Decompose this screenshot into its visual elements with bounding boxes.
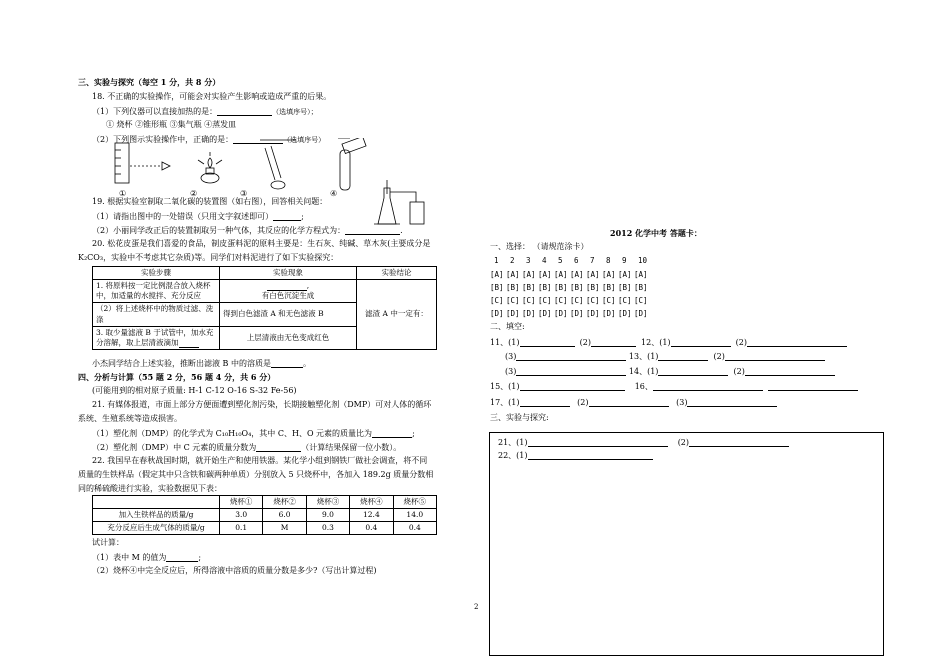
bubble-row-b[interactable]: [B] [B] [B] [B] [B] [B] [B] [B] [B] [B] (490, 283, 648, 292)
section-3-title: 三、实验与探究（每空 1 分，共 8 分） (78, 77, 221, 87)
bubble-row-c[interactable]: [C] [C] [C] [C] [C] [C] [C] [C] [C] [C] (490, 296, 648, 305)
answer-q21: 21、(1) (2) (498, 438, 789, 447)
table-header: 实验现象 (220, 267, 357, 280)
answer-blank (372, 429, 412, 438)
q22-line2: 质量的生铁样品（假定其中只含铁和碳两种单质）分别放入 5 只烧杯中，各加入 189.2g 质量分数相 (78, 470, 434, 479)
table-header: 实验结论 (357, 267, 437, 280)
q18-part1: （1）下列仪器可以直接加热的是： （选填序号）； (92, 107, 318, 116)
atomic-mass-note: (可能用到的相对原子质量: H-1 C-12 O-16 S-32 Fe-56) (92, 386, 297, 395)
section-4-title: 四、分析与计算（55 题 2 分，56 题 4 分，共 6 分） (78, 372, 276, 382)
bubble-row-a[interactable]: [A] [A] [A] [A] [A] [A] [A] [A] [A] [A] (490, 270, 648, 279)
answer-blank[interactable] (528, 451, 653, 460)
q20-line1: 20. 松花皮蛋是我们喜爱的食品，制皮蛋料泥的原料主要是：生石灰、纯碱、草木灰(主要成分是 (92, 239, 431, 248)
table-row: 3. 取少量滤液 B 于试管中，加水充分溶解，取上层清液滴加 上层清液由无色变成红色 (93, 326, 437, 349)
fig-label-2: ② (190, 189, 198, 198)
answer-blank (217, 107, 272, 116)
q18-part2: （2）下列图示实验操作中，正确的是： （选填序号） (92, 135, 326, 144)
answer-q22: 22、(1) (498, 451, 653, 460)
q21-line2: 系统、生殖系统等造成损害。 (78, 414, 182, 423)
answer-blank[interactable] (516, 352, 626, 361)
calc-title: 试计算： (92, 538, 124, 547)
q20-line2: K₂CO₃，实验中不考虑其它杂质)等。同学们对料泥进行了如下实验探究： (78, 253, 339, 262)
answer-blank (256, 443, 301, 452)
answer-blank[interactable] (747, 338, 847, 347)
fig-label-3: ③ (240, 189, 248, 198)
fill-line-11-12: 11、(1) (2) 12、(1) (2) (490, 338, 847, 347)
answer-blank (273, 212, 301, 221)
table-header: 实验步骤 (93, 267, 220, 280)
answer-blank[interactable] (658, 352, 708, 361)
q22-line1: 22. 我国早在春秋战国时期，就开始生产和使用铁器。某化学小组到钢铁厂做社会调查，将不同 (92, 456, 428, 465)
page-number: 2 (474, 603, 479, 611)
q20-tail: 小杰同学结合上述实验，推断出滤液 B 中的溶质是 。 (92, 359, 311, 368)
co2-generation-apparatus (370, 180, 440, 228)
answer-blank[interactable] (768, 382, 858, 391)
answer-blank[interactable] (658, 367, 728, 376)
experiment-table (92, 266, 437, 350)
answer-blank[interactable] (528, 438, 668, 447)
q22-line3: 同的稀硫酸进行实验，实验数据见下表： (78, 484, 222, 493)
fill-line-13: (3) 13、(1) (2) (505, 352, 825, 361)
answer-blank[interactable] (520, 382, 625, 391)
alcohol-lamp-icon (198, 152, 222, 183)
graduated-cylinder-icon (115, 143, 170, 183)
answer-blank[interactable] (671, 338, 731, 347)
choice-numbers: 1 2 3 4 5 6 7 8 9 10 (494, 256, 648, 265)
table-row: 加入生铁样品的质量/g 3.0 6.0 9.0 12.4 14.0 (93, 509, 437, 522)
q19-part1: （1）请指出图中的一处错误（只用文字叙述即可） ; (92, 212, 304, 221)
q18-stem: 18. 不正确的实验操作，可能会对实验产生影响或造成严重的后果。 (92, 92, 332, 101)
iron-sample-data-table: 烧杯① 烧杯② 烧杯③ 烧杯④ 烧杯⑤ 加入生铁样品的质量/g 3.0 6.0 9.0 12.4 14.0 充分反应后生成气体的质量/g 0.1 M 0.3 0.4 0.4 (92, 495, 437, 535)
answer-blank[interactable] (745, 367, 835, 376)
fill-line-15-16: 15、(1) 16、 (490, 382, 858, 391)
q21-part1: （1）塑化剂（DMP）的化学式为 C₁₀H₁₀O₄，其中 C、H、O 元素的质量比为 ; (92, 429, 415, 438)
fill-section-title: 二、填空: (490, 322, 525, 331)
q19-part2: （2）小丽同学改正后的装置制取另一种气体，其反应的化学方程式为： . (92, 226, 403, 235)
table-row: （2）将上述烧杯中的物质过滤、洗涤 得到白色滤渣 A 和无色滤液 B (93, 303, 437, 326)
answer-blank (271, 359, 303, 368)
answer-blank[interactable] (591, 338, 636, 347)
answer-blank[interactable] (516, 367, 626, 376)
answer-blank[interactable] (520, 338, 575, 347)
experiment-section-title: 三、实验与探究: (490, 413, 549, 422)
choice-section-title: 一、选择： （请规范涂卡） (490, 242, 589, 251)
q21-part2: （2）塑化剂（DMP）中 C 元素的质量分数为 （计算结果保留一位小数）。 (92, 443, 402, 452)
answer-blank[interactable] (653, 382, 763, 391)
answer-blank (166, 553, 198, 562)
q18-options: ① 烧杯 ②锥形瓶 ③集气瓶 ④蒸发皿 (106, 120, 237, 129)
fig-label-4: ④ (330, 189, 338, 198)
calc-part1: （1）表中 M 的值为 ; (92, 553, 202, 562)
answer-blank (345, 226, 400, 235)
calc-part2: （2）烧杯④中完全反应后，所得溶液中溶质的质量分数是多少?（写出计算过程) (92, 566, 377, 575)
fig-label-1: ① (119, 189, 127, 198)
test-tube-heating-icon (260, 140, 296, 189)
answer-blank[interactable] (689, 438, 789, 447)
fill-line-17: 17、(1) (2) (3) (490, 398, 777, 407)
answer-box[interactable] (489, 432, 884, 656)
table-row: 充分反应后生成气体的质量/g 0.1 M 0.3 0.4 0.4 (93, 522, 437, 535)
fill-line-14: (3) 14、(1) (2) (505, 367, 835, 376)
answer-blank[interactable] (520, 398, 570, 407)
q19-stem: 19. 根据实验室制取二氧化碳的装置图（如右图），回答相关问题： (92, 197, 328, 206)
table-row: 1. 将原料按一定比例混合放入烧杯中，加适量的水搅拌、充分反应 , 有白色沉淀生成 滤渣 A 中一定有： (93, 280, 437, 303)
answer-blank[interactable] (589, 398, 669, 407)
q21-line1: 21. 有媒体报道，市面上部分方便面遭到塑化剂污染，长期接触塑化剂（DMP）可对人体的循环 (92, 400, 432, 409)
answer-blank[interactable] (725, 352, 825, 361)
pouring-liquid-icon (338, 138, 366, 190)
bubble-row-d[interactable]: [D] [D] [D] [D] [D] [D] [D] [D] [D] [D] (490, 309, 648, 318)
answer-card-title: 2012 化学中考 答题卡： (610, 228, 702, 238)
answer-blank[interactable] (687, 398, 777, 407)
